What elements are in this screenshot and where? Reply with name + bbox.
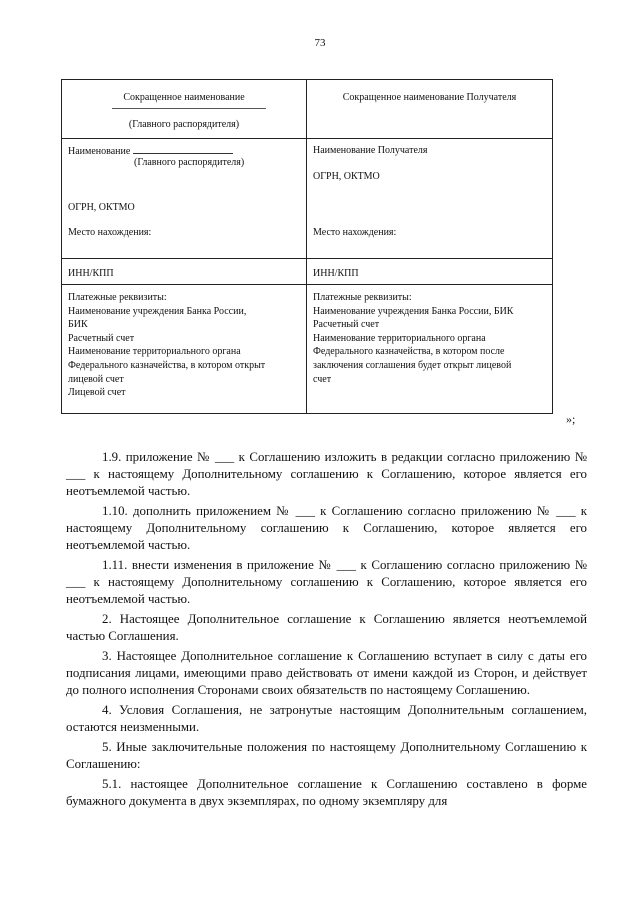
right-name: Наименование Получателя (313, 145, 428, 156)
pay-right-line: Платежные реквизиты: (313, 292, 412, 303)
paragraph-1-9: 1.9. приложение № ___ к Соглашению изложить в редакции согласно приложению № ___ к настоящему Дополнительному соглашению к Соглашению, которое является его неотъемлемой частью. (66, 450, 587, 498)
pay-left-line: лицевой счет (68, 373, 124, 385)
inn-right: ИНН/КПП (313, 268, 359, 279)
paragraph-1-10: 1.10. дополнить приложением № ___ к Соглашению согласно приложению № ___ к настоящему Дополнительному соглашению к Соглашению, которое является его неотъемлемой частью. (66, 504, 587, 552)
right-location: Место нахождения: (313, 227, 397, 238)
header-left-line (112, 108, 266, 109)
requisites-table (61, 79, 553, 414)
page-number: 73 (314, 37, 326, 49)
inn-cell-right (307, 259, 553, 285)
payment-cell-left (62, 285, 307, 414)
left-ogrn: ОГРН, ОКТМО (68, 202, 135, 213)
pay-right-line: счет (313, 373, 332, 385)
table-row-header (62, 80, 553, 139)
pay-left-line: БИК (68, 319, 88, 331)
header-cell-right (307, 80, 553, 139)
paragraph-5: 5. Иные заключительные положения по настоящему Дополнительному Соглашению к Соглашению: (66, 740, 587, 771)
inn-cell-left (62, 259, 307, 285)
paragraph-3: 3. Настоящее Дополнительное соглашение к Соглашению вступает в силу с даты его подписания лицами, имеющими право действовать от имени каждой из Сторон, и действует до полного исполнения Сторонами своих обязательств по настоящему Соглашению. (66, 649, 587, 697)
left-name-blank-line (133, 144, 233, 154)
left-name-subtitle: (Главного распорядителя) (134, 157, 245, 168)
pay-right-line: Федерального казначейства, в котором после (313, 346, 505, 358)
pay-right-line: Расчетный счет (313, 319, 380, 331)
header-left-title: Сокращенное наименование (123, 92, 245, 103)
header-right-title: Сокращенное наименование Получателя (342, 92, 517, 103)
pay-right-line: Наименование территориального органа (313, 332, 486, 344)
paragraph-2: 2. Настоящее Дополнительное соглашение к Соглашению является неотъемлемой частью Соглашения. (66, 612, 587, 643)
pay-left-line: Расчетный счет (68, 332, 135, 344)
pay-right-line: Наименование учреждения Банка России, БИК (313, 305, 514, 317)
right-ogrn: ОГРН, ОКТМО (313, 171, 380, 182)
name-cell-right (307, 139, 553, 259)
payment-cell-right (307, 285, 553, 414)
pay-left-line: Платежные реквизиты: (68, 292, 167, 303)
document-body (66, 449, 587, 810)
left-location: Место нахождения: (68, 227, 152, 238)
inn-left: ИНН/КПП (68, 268, 114, 279)
closing-quote: »; (566, 412, 576, 426)
name-cell-left (62, 139, 307, 259)
table-row-payment (62, 285, 553, 414)
pay-left-line: Наименование территориального органа (68, 346, 241, 358)
pay-right-line: заключения соглашения будет открыт лицевой (313, 359, 512, 371)
table-row-inn (62, 259, 553, 285)
header-cell-left (62, 80, 307, 139)
paragraph-4: 4. Условия Соглашения, не затронутые настоящим Дополнительным соглашением, остаются неизменными. (66, 703, 587, 734)
left-name-label: Наименование (68, 146, 131, 157)
table-row-name (62, 139, 553, 259)
paragraph-5-1: 5.1. настоящее Дополнительное соглашение к Соглашению составлено в форме бумажного документа в двух экземплярах, по одному экземпляру для (66, 777, 587, 808)
pay-left-line: Наименование учреждения Банка России, (68, 305, 247, 317)
pay-left-line: Лицевой счет (68, 387, 126, 399)
pay-left-line: Федерального казначейства, в котором открыт (68, 359, 266, 371)
header-left-subtitle: (Главного распорядителя) (128, 119, 240, 130)
paragraph-1-11: 1.11. внести изменения в приложение № ___ к Соглашению согласно приложению № ___ к настоящему Дополнительному соглашению к Соглашению, которое является его неотъемлемой частью. (66, 558, 587, 606)
